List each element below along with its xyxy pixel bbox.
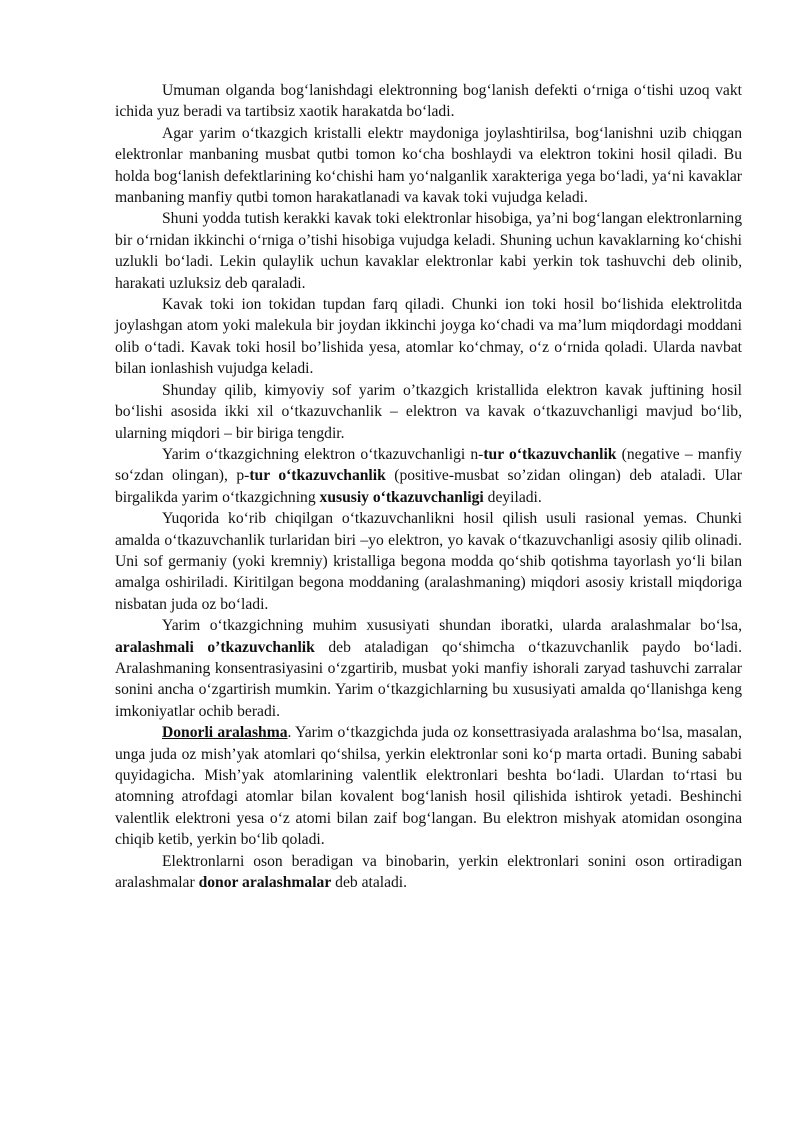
paragraph-10-text-2: deb ataladi.	[331, 874, 408, 892]
paragraph-6-text-3: (positive-musbat so’zidan olingan) deb ataladi. Ular birgalikda yarim o‘tkazgichning	[115, 467, 742, 506]
term-donor-impurities: donor aralashmalar	[198, 874, 332, 892]
paragraph-8-text-2: deb ataladigan qo‘shimcha o‘tkazuvchanlik paydo bo‘ladi. Aralashmaning konsentrasiyasini o‘zgartirib, musbat yoki manfiy ishorali zaryad tashuvchi zarralar sonini ancha o‘zgartirish mumkin. Yarim o‘tkazgichlarning bu xususiyati amalda qo‘llanishga keng imkoniyatlar ochib beradi.	[115, 638, 742, 720]
term-impurity-conductivity: aralashmali o’tkazuvchanlik	[115, 638, 315, 656]
paragraph-4: Kavak toki ion tokidan tupdan farq qiladi. Chunki ion toki hosil bo‘lishida elektrolitda joylashgan atom yoki malekula bir joydan ikkinchi joyga ko‘chadi va ma’lum miqdordagi moddani olib o‘tadi. Kavak toki hosil bo’lishida yesa, atomlar ko‘chmay, o‘z o‘rnida qoladi. Ularda navbat bilan ionlashish vujudga keladi.	[115, 296, 742, 378]
term-n-type-conductivity: tur o‘tkazuvchanlik	[483, 445, 617, 463]
paragraph-3: Shuni yodda tutish kerakki kavak toki elektronlar hisobiga, ya’ni bog‘langan elektronlarning bir o‘rnidan ikkinchi o‘rniga o’tishi hisobiga vujudga keladi. Shuning uchun kavaklarning ko‘chishi uzlukli bo‘ladi. Lekin qulaylik uchun kavaklar elektronlar kabi yerkin tok tashuvchi deb olinib, harakati uzluksiz deb qaraladi.	[115, 210, 742, 292]
paragraph-2: Agar yarim o‘tkazgich kristalli elektr maydoniga joylashtirilsa, bog‘lanishni uzib chiqgan elektronlar manbaning musbat qutbi tomon ko‘cha boshlaydi va elektron tokini hosil qiladi. Bu holda bog‘lanish defektlarining ko‘chishi ham yo‘nalganlik xarakteriga yega bo‘ladi, ya‘ni kavaklar manbaning manfiy qutbi tomon harakatlanadi va kavak toki vujudga keladi.	[115, 124, 742, 207]
paragraph-6-text-4: deyiladi.	[483, 488, 542, 506]
paragraph-6-text-2: (negative – manfiy so‘zdan olingan), p-	[115, 445, 742, 485]
paragraph-7: Yuqorida ko‘rib chiqilgan o‘tkazuvchanlikni hosil qilish usuli rasional yemas. Chunki amalda o‘tkazuvchanlik turlaridan biri –yo elektron, yo kavak o‘tkazuvchanligi asosiy qilib olinadi. Uni sof germaniy (yoki kremniy) kristalliga begona modda qo‘shib qotishma tayorlash yo‘li bilan amalga oshiriladi. Kiritilgan begona moddaning (aralashmaning) miqdori asosiy kristall miqdoriga nisbatan juda oz bo‘ladi.	[115, 510, 742, 613]
paragraph-10-text-1: Elektronlarni oson beradigan va binobarin, yerkin elektronlari sonini oson ortiradigan aralashmalar	[115, 852, 742, 892]
paragraph-8	[115, 615, 742, 722]
paragraph-1: Umuman olganda bog‘lanishdagi elektronning bog‘lanish defekti o‘rniga o‘tishi uzoq vakt ichida yuz beradi va tartibsiz xaotik harakatda bo‘ladi.	[115, 82, 742, 121]
paragraph-6-text-1: Yarim o‘tkazgichning elektron o‘tkazuvchanligi n-	[162, 445, 484, 463]
heading-donor-impurity: Donorli aralashma	[162, 724, 288, 742]
paragraph-9-text-1: . Yarim o‘tkazgichda juda oz konsettrasiyada aralashma bo‘lsa, masalan, unga juda oz mish’yak atomlari qo‘shilsa, yerkin elektronlar soni ko‘p marta ortadi. Buning sababi quyidagicha. Mish’yak atomlarining valentlik elektronlari beshta bo‘ladi. Ulardan to‘rtasi bu atomning atrofdagi atomlar bilan kovalent bog‘lanish hosil qilishida ishtirok yetadi. Beshinchi valentlik elektroni yesa o‘z atomi bilan zaif bog‘langan. Bu elektron mishyak atomidan osongina chiqib ketib, yerkin bo‘lib qoladi.	[115, 724, 743, 849]
paragraph-9	[115, 722, 742, 850]
paragraph-8-text-1: Yarim o‘tkazgichning muhim xususiyati shundan iboratki, ularda aralashmalar bo‘lsa,	[162, 617, 742, 635]
paragraph-5: Shunday qilib, kimyoviy sof yarim o’tkazgich kristallida elektron kavak juftining hosil bo‘lishi asosida ikki xil o‘tkazuvchanlik – elektron va kavak o‘tkazuvchanligi mavjud bo‘lib, ularning miqdori – bir biriga tengdir.	[115, 381, 742, 442]
term-intrinsic-conductivity: xususiy o‘tkazuvchanligi	[319, 488, 484, 506]
paragraph-6	[115, 444, 742, 508]
paragraph-10	[115, 851, 742, 894]
term-p-type-conductivity: tur o‘tkazuvchanlik	[249, 467, 386, 485]
document-page	[115, 80, 742, 893]
